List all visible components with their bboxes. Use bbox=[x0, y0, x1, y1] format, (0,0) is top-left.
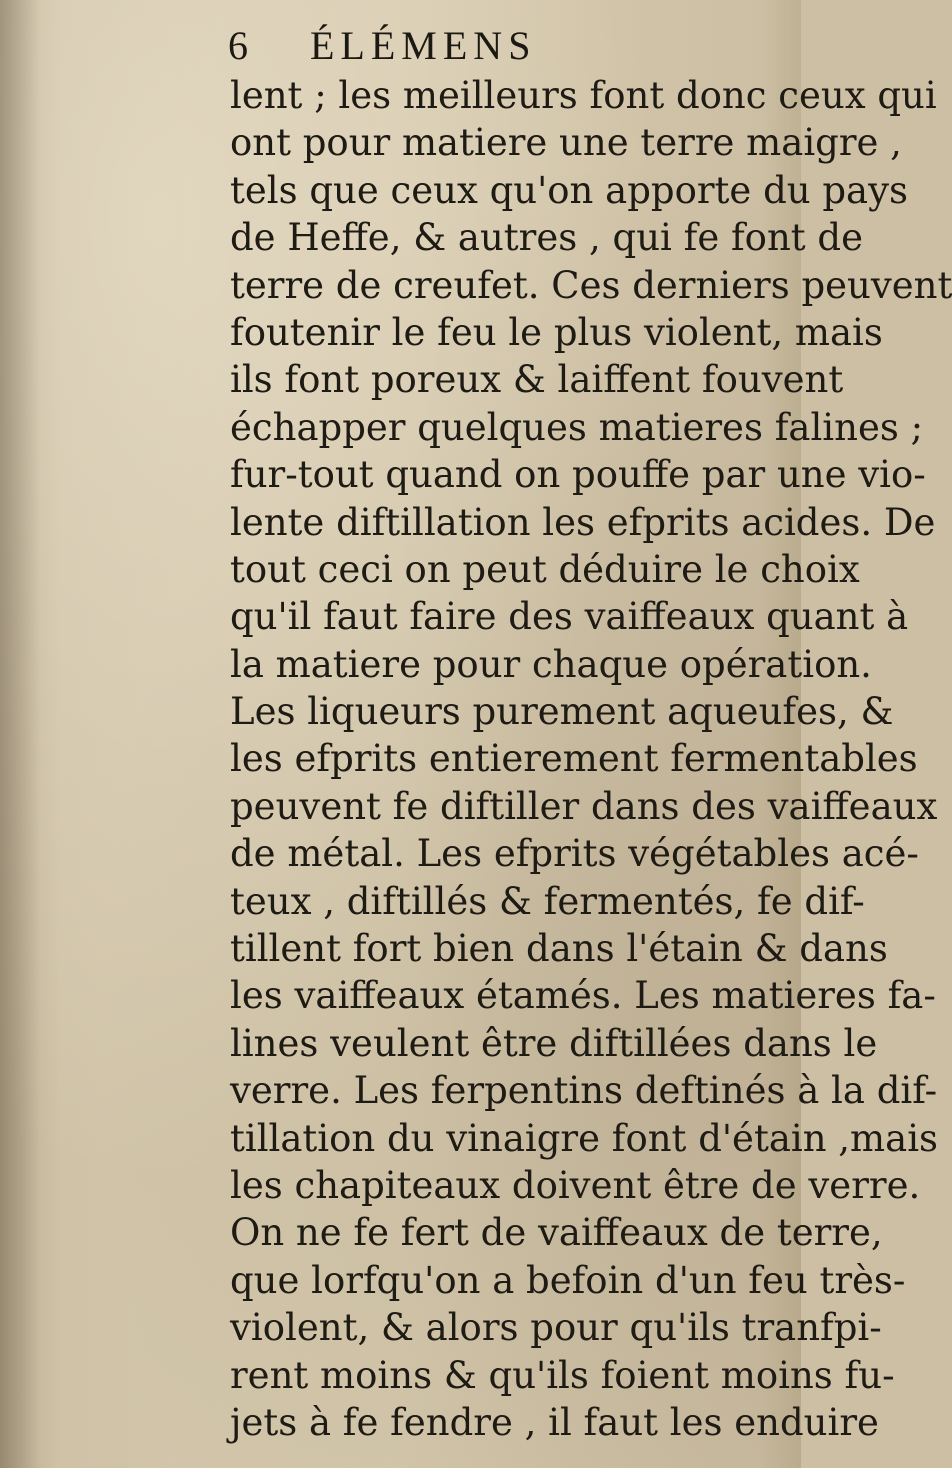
text-line: terre de creufet. Ces derniers peuvent bbox=[230, 263, 952, 307]
text-line: jets à fe fendre , il faut les enduire bbox=[230, 1400, 879, 1444]
text-line: On ne fe fert de vaiffeaux de terre, bbox=[230, 1211, 883, 1255]
text-line: teux , diftillés & fermentés, fe dif- bbox=[230, 879, 865, 923]
text-line: lent ; les meilleurs font donc ceux qui bbox=[230, 74, 937, 117]
page-header bbox=[228, 20, 788, 72]
text-line: ont pour matiere une terre maigre , bbox=[230, 121, 902, 165]
text-line: les chapiteaux doivent être de verre. bbox=[230, 1163, 921, 1207]
text-line: tillent fort bien dans l'étain & dans bbox=[230, 927, 888, 971]
text-line: que lorfqu'on a befoin d'un feu très- bbox=[230, 1258, 906, 1302]
text-line: tels que ceux qu'on apporte du pays bbox=[230, 168, 908, 212]
text-line: la matiere pour chaque opération. bbox=[230, 642, 872, 686]
running-head: ÉLÉMENS bbox=[310, 23, 537, 68]
text-line: Les liqueurs purement aqueufes, & bbox=[230, 690, 894, 734]
text-line: tout ceci on peut déduire le choix bbox=[230, 547, 860, 591]
text-line: fur-tout quand on pouffe par une vio- bbox=[230, 453, 926, 497]
text-line: lines veulent être diftillées dans le bbox=[230, 1021, 878, 1065]
text-line: peuvent fe diftiller dans des vaiffeaux bbox=[230, 784, 938, 828]
text-line: de Heffe, & autres , qui fe font de bbox=[230, 216, 863, 260]
text-line: violent, & alors pour qu'ils tranfpi- bbox=[230, 1306, 882, 1350]
text-line: de métal. Les efprits végétables acé- bbox=[230, 832, 919, 876]
text-line: les efprits entierement fermentables bbox=[230, 737, 918, 781]
page-number: 6 bbox=[228, 23, 254, 68]
text-line: échapper quelques matieres falines ; bbox=[230, 405, 924, 449]
text-line: ils font poreux & laiffent fouvent bbox=[230, 358, 844, 402]
body-text bbox=[230, 72, 952, 1446]
page-fold-shadow bbox=[0, 0, 40, 1468]
text-line: qu'il faut faire des vaiffeaux quant à bbox=[230, 595, 909, 639]
text-line: tillation du vinaigre font d'étain ,mais bbox=[230, 1116, 939, 1160]
text-line: foutenir le feu le plus violent, mais bbox=[230, 310, 883, 354]
text-line: verre. Les ferpentins deftinés à la dif- bbox=[230, 1069, 938, 1113]
text-line: rent moins & qu'ils foient moins fu- bbox=[230, 1353, 895, 1397]
text-line: lente diftillation les efprits acides. De bbox=[230, 500, 936, 544]
text-line: les vaiffeaux étamés. Les matieres fa- bbox=[230, 974, 936, 1018]
